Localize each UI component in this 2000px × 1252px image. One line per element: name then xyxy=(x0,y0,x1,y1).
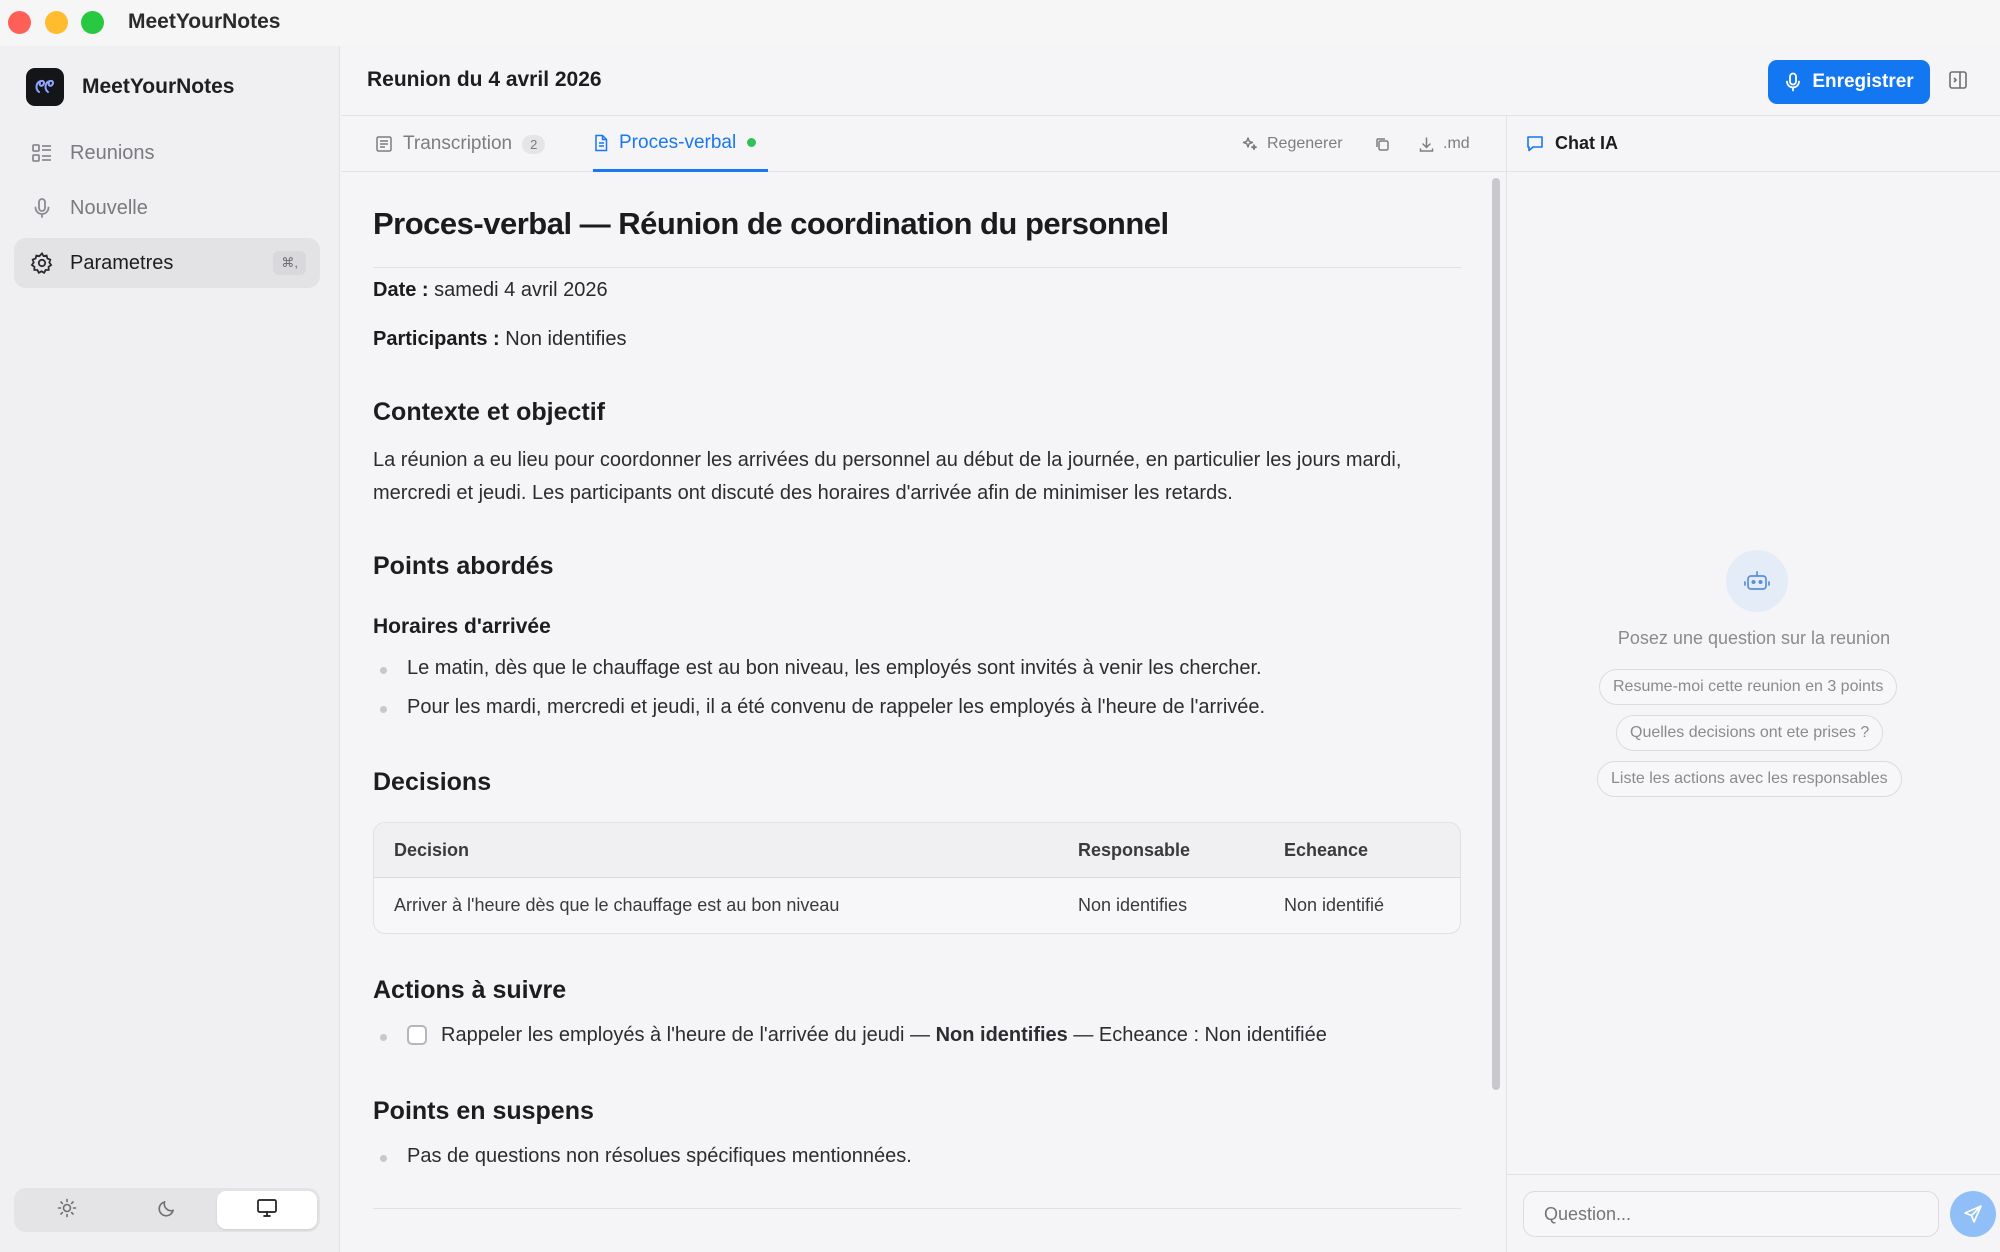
bullet-dot xyxy=(380,1034,387,1041)
brand-name: MeetYourNotes xyxy=(82,75,235,98)
pending-heading: Points en suspens xyxy=(373,1097,594,1125)
participants-line xyxy=(373,328,626,351)
tab-label: Proces-verbal xyxy=(619,131,737,153)
tab-bar xyxy=(341,116,1506,172)
sidebar xyxy=(0,46,340,1252)
close-window-button[interactable] xyxy=(8,11,31,34)
status-dot xyxy=(747,138,756,147)
divider xyxy=(373,1208,1461,1209)
table-cell: Non identifié xyxy=(1284,895,1385,915)
copy-button[interactable] xyxy=(1374,116,1399,172)
tab-label: Transcription xyxy=(403,133,513,154)
action-due: — Echeance : Non identifiée xyxy=(1073,1024,1327,1046)
column-header-decision: Decision xyxy=(394,840,470,860)
export-label: .md xyxy=(1443,135,1470,152)
sidebar-item-label: Parametres xyxy=(70,251,174,274)
list-item xyxy=(373,657,1262,680)
bullet-dot xyxy=(380,706,387,713)
export-md-button[interactable] xyxy=(1418,116,1470,172)
document-view xyxy=(341,172,1506,1252)
participants-label: Participants : xyxy=(373,328,500,350)
column-header-echeance: Echeance xyxy=(1284,840,1369,860)
tab-transcription[interactable] xyxy=(375,116,545,172)
chat-header xyxy=(1507,116,2000,172)
zoom-window-button[interactable] xyxy=(81,11,104,34)
minimize-window-button[interactable] xyxy=(45,11,68,34)
shortcut-badge: ⌘, xyxy=(273,251,306,275)
send-button[interactable] xyxy=(1950,1191,1996,1237)
transcript-icon xyxy=(375,135,393,153)
document-icon xyxy=(593,134,609,152)
table-header xyxy=(374,823,1460,878)
decisions-table xyxy=(373,822,1461,934)
date-line xyxy=(373,279,608,302)
bullet-dot xyxy=(380,1155,387,1162)
action-owner: Non identifies xyxy=(935,1024,1068,1046)
theme-switcher xyxy=(14,1188,320,1232)
bot-avatar xyxy=(1726,550,1788,612)
sidebar-item-nouvelle[interactable] xyxy=(14,183,320,233)
participants-value: Non identifies xyxy=(505,328,627,350)
document-title: Proces-verbal — Réunion de coordination du personnel xyxy=(373,206,1169,241)
sidebar-item-reunions[interactable] xyxy=(14,128,320,178)
moon-icon xyxy=(157,1198,177,1223)
column-header-responsable: Responsable xyxy=(1078,840,1191,860)
page-header xyxy=(341,46,2000,116)
list-item-text: Pas de questions non résolues spécifiques mentionnées. xyxy=(407,1145,912,1167)
document-scrollbar[interactable] xyxy=(1492,178,1500,1090)
decisions-heading: Decisions xyxy=(373,768,492,796)
bullet-dot xyxy=(380,667,387,674)
toggle-panel-button[interactable] xyxy=(1948,70,1968,95)
monitor-icon xyxy=(256,1198,278,1223)
sidebar-item-parametres[interactable] xyxy=(14,238,320,288)
download-icon xyxy=(1418,136,1435,153)
suggestion-chip[interactable]: Liste les actions avec les responsables xyxy=(1597,761,1902,797)
table-cell: Arriver à l'heure dès que le chauffage est au bon niveau xyxy=(394,895,840,915)
brand xyxy=(26,68,234,106)
sidebar-item-label: Nouvelle xyxy=(70,196,148,219)
gear-icon xyxy=(30,251,54,275)
list-icon xyxy=(30,141,54,165)
date-label: Date : xyxy=(373,279,429,301)
sidebar-item-label: Reunions xyxy=(70,141,155,164)
send-icon xyxy=(1963,1204,1983,1224)
sun-icon xyxy=(57,1198,77,1223)
window-title: MeetYourNotes xyxy=(128,10,281,33)
copy-icon xyxy=(1374,136,1391,153)
window-titlebar xyxy=(0,0,2000,46)
microphone-icon xyxy=(1784,72,1802,92)
theme-dark-button[interactable] xyxy=(117,1191,217,1229)
chat-panel xyxy=(1506,116,2000,1252)
page-title: Reunion du 4 avril 2026 xyxy=(367,68,602,91)
table-cell: Non identifies xyxy=(1078,895,1188,915)
chat-title: Chat IA xyxy=(1555,133,1618,153)
chat-bubble-icon xyxy=(1525,134,1545,154)
theme-system-button[interactable] xyxy=(217,1191,317,1229)
suggestion-chip[interactable]: Quelles decisions ont ete prises ? xyxy=(1616,715,1883,751)
chat-empty-prompt: Posez une question sur la reunion xyxy=(1617,628,1891,648)
regenerate-label: Regenerer xyxy=(1267,135,1343,152)
tab-proces-verbal[interactable] xyxy=(593,116,768,172)
tab-count-badge: 2 xyxy=(522,135,545,154)
actions-heading: Actions à suivre xyxy=(373,976,567,1004)
theme-light-button[interactable] xyxy=(17,1191,117,1229)
list-item xyxy=(373,696,1265,719)
chat-composer xyxy=(1507,1174,2000,1252)
record-button[interactable] xyxy=(1768,60,1930,104)
robot-icon xyxy=(1743,567,1771,595)
sidebar-nav xyxy=(14,128,320,293)
record-button-label: Enregistrer xyxy=(1812,71,1914,92)
context-heading: Contexte et objectif xyxy=(373,398,605,426)
date-value: samedi 4 avril 2026 xyxy=(434,279,608,301)
list-item xyxy=(373,1145,912,1168)
context-paragraph: La réunion a eu lieu pour coordonner les arrivées du personnel au début de la journée, en particulier les jours mardi, mercredi et jeudi. Les participants ont discuté des horaires d'arrivée afin de minimiser les retards. xyxy=(373,449,1402,504)
regenerate-button[interactable] xyxy=(1241,116,1343,172)
table-row xyxy=(374,878,1460,933)
sparkles-icon xyxy=(1241,135,1259,153)
list-item-text: Pour les mardi, mercredi et jeudi, il a été convenu de rappeler les employés à l'heure de l'arrivée. xyxy=(407,696,1266,718)
divider xyxy=(373,267,1461,268)
list-item-text: Le matin, dès que le chauffage est au bon niveau, les employés sont invités à venir les chercher. xyxy=(407,657,1262,679)
question-input[interactable] xyxy=(1523,1191,1939,1237)
action-checkbox[interactable] xyxy=(407,1025,427,1045)
points-heading: Points abordés xyxy=(373,552,554,580)
microphone-icon xyxy=(30,196,54,220)
app-logo-icon xyxy=(26,68,64,106)
sidebar-toggle-icon xyxy=(1948,70,1968,90)
suggestion-chip[interactable]: Resume-moi cette reunion en 3 points xyxy=(1599,669,1897,705)
action-text: Rappeler les employés à l'heure de l'arrivée du jeudi — xyxy=(441,1024,931,1046)
action-item xyxy=(373,1024,1327,1047)
points-subheading: Horaires d'arrivée xyxy=(373,615,551,638)
